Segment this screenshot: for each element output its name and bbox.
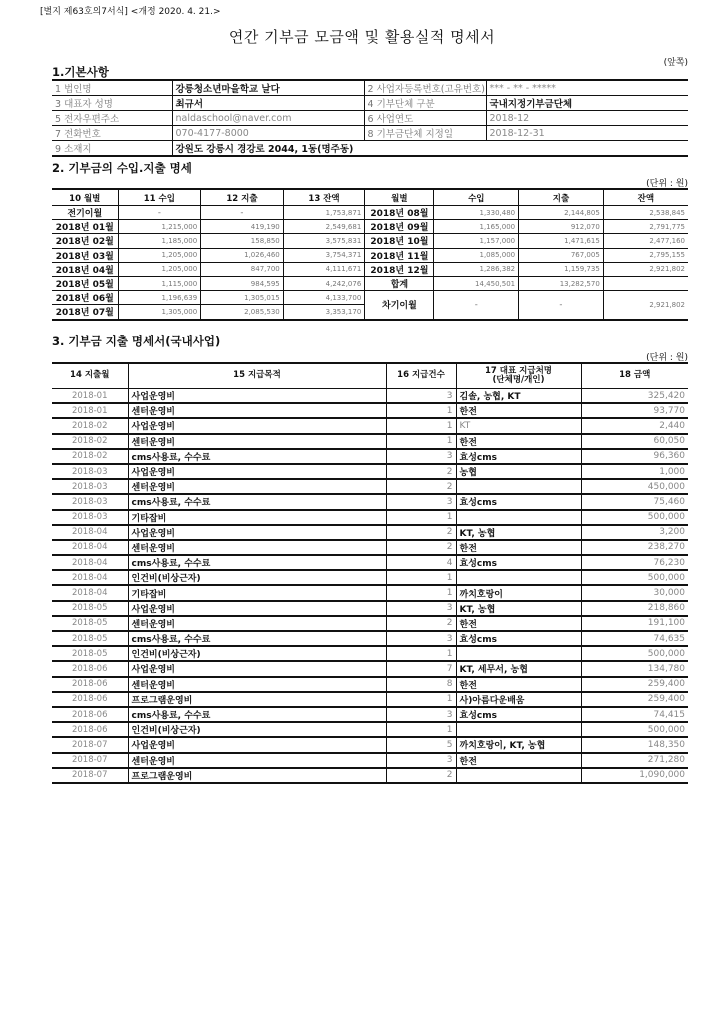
balance-cell: 3,353,170 bbox=[283, 305, 365, 320]
expense-count: 1 bbox=[386, 403, 456, 418]
expense-count: 3 bbox=[386, 601, 456, 616]
section1-title: 1.기본사항 bbox=[52, 65, 109, 79]
month-cell: 2018년 06월 bbox=[52, 291, 118, 305]
col-header-recipient-line2: (단체명/개인) bbox=[492, 375, 545, 385]
expense-month: 2018-02 bbox=[52, 449, 128, 464]
info-value: 국내지정기부금단체 bbox=[486, 96, 688, 111]
expense-month: 2018-05 bbox=[52, 631, 128, 646]
income-expense-row bbox=[52, 262, 688, 276]
expense-month: 2018-04 bbox=[52, 585, 128, 600]
expense-amount: 500,000 bbox=[581, 722, 688, 737]
expense-count: 2 bbox=[386, 464, 456, 479]
expense-row bbox=[52, 646, 688, 661]
expense-recipient bbox=[456, 646, 581, 661]
expense-row bbox=[52, 631, 688, 646]
expense-row bbox=[52, 570, 688, 585]
expense-recipient: 까치호랑이, KT, 농협 bbox=[456, 737, 581, 752]
expense-count: 2 bbox=[386, 768, 456, 783]
expense-recipient: 효성cms bbox=[456, 494, 581, 509]
expense-row bbox=[52, 661, 688, 676]
col-header-recipient bbox=[456, 363, 581, 389]
expense-amount: 30,000 bbox=[581, 585, 688, 600]
expense-recipient: KT bbox=[456, 418, 581, 433]
expense-recipient: 효성cms bbox=[456, 707, 581, 722]
expense-purpose: 센터운영비 bbox=[128, 479, 386, 494]
expense-count: 1 bbox=[386, 646, 456, 661]
expense-recipient: 한전 bbox=[456, 403, 581, 418]
expense-row bbox=[52, 434, 688, 449]
expense-amount: 325,420 bbox=[581, 389, 688, 404]
expense-count: 3 bbox=[386, 449, 456, 464]
expense-month: 2018-06 bbox=[52, 677, 128, 692]
col-header: 월별 bbox=[365, 189, 434, 206]
expense-cell: 847,700 bbox=[201, 262, 284, 276]
income-cell: 1,205,000 bbox=[118, 262, 201, 276]
expense-amount: 76,230 bbox=[581, 555, 688, 570]
expense-amount: 450,000 bbox=[581, 479, 688, 494]
expense-purpose: 사업운영비 bbox=[128, 464, 386, 479]
expense-recipient bbox=[456, 768, 581, 783]
expense-recipient: 한전 bbox=[456, 434, 581, 449]
expense-amount: 259,400 bbox=[581, 692, 688, 707]
col-header-count: 16 지급건수 bbox=[386, 363, 456, 389]
income-cell: 14,450,501 bbox=[434, 276, 519, 290]
expense-month: 2018-03 bbox=[52, 510, 128, 525]
income-cell: 1,205,000 bbox=[118, 248, 201, 262]
expense-cell: 419,190 bbox=[201, 220, 284, 234]
expense-purpose: cms사용료, 수수료 bbox=[128, 631, 386, 646]
expense-purpose: 프로그램운영비 bbox=[128, 692, 386, 707]
carry-forward-income: - bbox=[434, 291, 519, 320]
expense-row bbox=[52, 677, 688, 692]
income-expense-row bbox=[52, 206, 688, 220]
expense-cell: 1,026,460 bbox=[201, 248, 284, 262]
expense-month: 2018-01 bbox=[52, 389, 128, 404]
month-cell: 2018년 08월 bbox=[365, 206, 434, 220]
expense-purpose: 사업운영비 bbox=[128, 525, 386, 540]
month-cell: 2018년 07월 bbox=[52, 305, 118, 320]
expense-purpose: 프로그램운영비 bbox=[128, 768, 386, 783]
expense-month: 2018-02 bbox=[52, 434, 128, 449]
expense-amount: 191,100 bbox=[581, 616, 688, 631]
expense-amount: 1,000 bbox=[581, 464, 688, 479]
month-cell: 2018년 12월 bbox=[365, 262, 434, 276]
info-label: 6 사업연도 bbox=[364, 111, 486, 126]
expense-row bbox=[52, 616, 688, 631]
income-expense-row bbox=[52, 234, 688, 248]
expense-recipient: 사)아름다운배움 bbox=[456, 692, 581, 707]
balance-cell: 2,921,802 bbox=[603, 262, 688, 276]
balance-cell: 3,754,371 bbox=[283, 248, 365, 262]
info-label: 3 대표자 성명 bbox=[52, 96, 172, 111]
expense-cell: 1,305,015 bbox=[201, 291, 284, 305]
expense-recipient: 효성cms bbox=[456, 449, 581, 464]
expense-count: 2 bbox=[386, 616, 456, 631]
expense-amount: 238,270 bbox=[581, 540, 688, 555]
expense-row bbox=[52, 540, 688, 555]
month-cell: 2018년 02월 bbox=[52, 234, 118, 248]
expense-count: 1 bbox=[386, 692, 456, 707]
expense-count: 1 bbox=[386, 510, 456, 525]
expense-recipient bbox=[456, 570, 581, 585]
carry-forward-expense: - bbox=[519, 291, 604, 320]
expense-recipient: 한전 bbox=[456, 677, 581, 692]
col-header: 11 수입 bbox=[118, 189, 201, 206]
income-cell: 1,305,000 bbox=[118, 305, 201, 320]
income-expense-row bbox=[52, 248, 688, 262]
balance-cell: 2,791,775 bbox=[603, 220, 688, 234]
col-header: 13 잔액 bbox=[283, 189, 365, 206]
expense-row bbox=[52, 389, 688, 404]
expense-recipient: 한전 bbox=[456, 540, 581, 555]
expense-month: 2018-03 bbox=[52, 479, 128, 494]
expense-count: 5 bbox=[386, 737, 456, 752]
balance-cell: 4,133,700 bbox=[283, 291, 365, 305]
expense-cell: 158,850 bbox=[201, 234, 284, 248]
col-header-purpose: 15 지급목적 bbox=[128, 363, 386, 389]
info-label: 7 전화번호 bbox=[52, 126, 172, 141]
section2-title: 2. 기부금의 수입.지출 명세 bbox=[52, 161, 192, 175]
balance-cell: 2,477,160 bbox=[603, 234, 688, 248]
balance-cell: 2,549,681 bbox=[283, 220, 365, 234]
income-cell: - bbox=[118, 206, 201, 220]
expense-month: 2018-07 bbox=[52, 737, 128, 752]
income-cell: 1,165,000 bbox=[434, 220, 519, 234]
col-header: 수입 bbox=[434, 189, 519, 206]
expense-count: 3 bbox=[386, 494, 456, 509]
expense-amount: 134,780 bbox=[581, 661, 688, 676]
expense-purpose: cms사용료, 수수료 bbox=[128, 707, 386, 722]
expense-month: 2018-05 bbox=[52, 646, 128, 661]
income-expense-row bbox=[52, 220, 688, 234]
form-number: [별지 제63호의7서식] <개정 2020. 4. 21.> bbox=[40, 7, 221, 17]
expense-cell: 767,005 bbox=[519, 248, 604, 262]
section2-unit: (단위 : 원) bbox=[646, 179, 688, 189]
balance-cell bbox=[603, 276, 688, 290]
income-cell: 1,330,480 bbox=[434, 206, 519, 220]
month-cell: 전기이월 bbox=[52, 206, 118, 220]
income-cell: 1,185,000 bbox=[118, 234, 201, 248]
income-expense-row bbox=[52, 276, 688, 290]
expense-count: 1 bbox=[386, 585, 456, 600]
page-title: 연간 기부금 모금액 및 활용실적 명세서 bbox=[228, 28, 496, 46]
balance-cell: 2,795,155 bbox=[603, 248, 688, 262]
expense-recipient: KT, 농협 bbox=[456, 601, 581, 616]
month-cell: 2018년 05월 bbox=[52, 276, 118, 290]
col-header-month: 14 지출월 bbox=[52, 363, 128, 389]
expense-purpose: 사업운영비 bbox=[128, 661, 386, 676]
expense-purpose: 센터운영비 bbox=[128, 753, 386, 768]
expense-row bbox=[52, 555, 688, 570]
expense-row bbox=[52, 692, 688, 707]
info-value: 최규서 bbox=[172, 96, 364, 111]
expense-purpose: 기타잡비 bbox=[128, 585, 386, 600]
expense-row bbox=[52, 753, 688, 768]
balance-cell: 4,111,671 bbox=[283, 262, 365, 276]
expense-row bbox=[52, 449, 688, 464]
expense-month: 2018-06 bbox=[52, 692, 128, 707]
info-value: 2018-12-31 bbox=[486, 126, 688, 141]
expense-count: 2 bbox=[386, 540, 456, 555]
expense-amount: 259,400 bbox=[581, 677, 688, 692]
expense-amount: 500,000 bbox=[581, 570, 688, 585]
expense-purpose: 센터운영비 bbox=[128, 403, 386, 418]
expense-cell: 13,282,570 bbox=[519, 276, 604, 290]
expense-recipient bbox=[456, 479, 581, 494]
info-value: 2018-12 bbox=[486, 111, 688, 126]
info-label: 4 기부단체 구분 bbox=[364, 96, 486, 111]
section3-unit: (단위 : 원) bbox=[646, 353, 688, 363]
expense-month: 2018-04 bbox=[52, 555, 128, 570]
expense-cell: 2,144,805 bbox=[519, 206, 604, 220]
expense-recipient: KT, 세무서, 농협 bbox=[456, 661, 581, 676]
expense-amount: 75,460 bbox=[581, 494, 688, 509]
address-label: 9 소재지 bbox=[52, 141, 172, 157]
expense-month: 2018-06 bbox=[52, 661, 128, 676]
expense-month: 2018-04 bbox=[52, 540, 128, 555]
expense-purpose: 센터운영비 bbox=[128, 434, 386, 449]
expense-month: 2018-03 bbox=[52, 494, 128, 509]
basic-info-table bbox=[52, 79, 688, 157]
expense-count: 3 bbox=[386, 631, 456, 646]
expense-cell: - bbox=[201, 206, 284, 220]
expense-amount: 74,415 bbox=[581, 707, 688, 722]
expense-count: 1 bbox=[386, 722, 456, 737]
col-header-recipient-line1: 17 대표 지급처명 bbox=[484, 365, 552, 376]
expense-purpose: 기타잡비 bbox=[128, 510, 386, 525]
expense-cell: 1,471,615 bbox=[519, 234, 604, 248]
expense-purpose: cms사용료, 수수료 bbox=[128, 494, 386, 509]
expense-month: 2018-06 bbox=[52, 707, 128, 722]
expense-row bbox=[52, 464, 688, 479]
expense-recipient: 김솔, 농협, KT bbox=[456, 389, 581, 404]
expense-row bbox=[52, 707, 688, 722]
expense-month: 2018-04 bbox=[52, 570, 128, 585]
expense-purpose: 인건비(비상근자) bbox=[128, 646, 386, 661]
address-value: 강원도 강릉시 경강로 2044, 1동(명주동) bbox=[172, 141, 688, 157]
expense-row bbox=[52, 403, 688, 418]
expense-row bbox=[52, 418, 688, 433]
col-header: 지출 bbox=[519, 189, 604, 206]
expense-amount: 96,360 bbox=[581, 449, 688, 464]
expense-detail-table bbox=[52, 362, 688, 784]
expense-purpose: 센터운영비 bbox=[128, 677, 386, 692]
balance-cell: 4,242,076 bbox=[283, 276, 365, 290]
expense-month: 2018-02 bbox=[52, 418, 128, 433]
expense-recipient: 까치호랑이 bbox=[456, 585, 581, 600]
expense-amount: 271,280 bbox=[581, 753, 688, 768]
expense-purpose: 사업운영비 bbox=[128, 418, 386, 433]
expense-purpose: 사업운영비 bbox=[128, 389, 386, 404]
expense-count: 1 bbox=[386, 434, 456, 449]
income-expense-row bbox=[52, 291, 688, 305]
expense-recipient: 한전 bbox=[456, 616, 581, 631]
expense-count: 4 bbox=[386, 555, 456, 570]
carry-forward-balance: 2,921,802 bbox=[603, 291, 688, 320]
expense-recipient: 효성cms bbox=[456, 631, 581, 646]
income-cell: 1,286,382 bbox=[434, 262, 519, 276]
income-cell: 1,157,000 bbox=[434, 234, 519, 248]
expense-amount: 3,200 bbox=[581, 525, 688, 540]
info-value: naldaschool@naver.com bbox=[172, 111, 364, 126]
expense-purpose: 사업운영비 bbox=[128, 737, 386, 752]
info-row bbox=[52, 96, 688, 111]
income-expense-table bbox=[52, 188, 688, 321]
expense-amount: 2,440 bbox=[581, 418, 688, 433]
info-label: 2 사업자등록번호(고유번호) bbox=[364, 80, 486, 96]
expense-amount: 148,350 bbox=[581, 737, 688, 752]
expense-row bbox=[52, 510, 688, 525]
info-value: *** - ** - ***** bbox=[486, 80, 688, 96]
expense-month: 2018-05 bbox=[52, 601, 128, 616]
expense-cell: 1,159,735 bbox=[519, 262, 604, 276]
expense-purpose: 인건비(비상근자) bbox=[128, 570, 386, 585]
info-value: 070-4177-8000 bbox=[172, 126, 364, 141]
expense-purpose: cms사용료, 수수료 bbox=[128, 555, 386, 570]
expense-amount: 218,860 bbox=[581, 601, 688, 616]
page-side-note: (앞쪽) bbox=[663, 58, 688, 68]
expense-count: 8 bbox=[386, 677, 456, 692]
expense-count: 1 bbox=[386, 570, 456, 585]
expense-row bbox=[52, 585, 688, 600]
income-cell: 1,215,000 bbox=[118, 220, 201, 234]
info-row bbox=[52, 80, 688, 96]
expense-amount: 1,090,000 bbox=[581, 768, 688, 783]
expense-row bbox=[52, 494, 688, 509]
expense-month: 2018-03 bbox=[52, 464, 128, 479]
expense-recipient: 효성cms bbox=[456, 555, 581, 570]
month-cell: 2018년 03월 bbox=[52, 248, 118, 262]
section3-title: 3. 기부금 지출 명세서(국내사업) bbox=[52, 334, 221, 348]
carry-forward-label: 차기이월 bbox=[365, 291, 434, 320]
expense-count: 3 bbox=[386, 707, 456, 722]
expense-month: 2018-04 bbox=[52, 525, 128, 540]
expense-month: 2018-01 bbox=[52, 403, 128, 418]
balance-cell: 1,753,871 bbox=[283, 206, 365, 220]
expense-count: 3 bbox=[386, 389, 456, 404]
income-cell: 1,085,000 bbox=[434, 248, 519, 262]
expense-month: 2018-06 bbox=[52, 722, 128, 737]
expense-cell: 912,070 bbox=[519, 220, 604, 234]
expense-cell: 2,085,530 bbox=[201, 305, 284, 320]
info-value: 강릉청소년마을학교 날다 bbox=[172, 80, 364, 96]
expense-month: 2018-07 bbox=[52, 753, 128, 768]
info-row-address bbox=[52, 141, 688, 157]
expense-row bbox=[52, 722, 688, 737]
expense-count: 1 bbox=[386, 418, 456, 433]
expense-row bbox=[52, 737, 688, 752]
expense-recipient: 농협 bbox=[456, 464, 581, 479]
expense-month: 2018-07 bbox=[52, 768, 128, 783]
expense-count: 3 bbox=[386, 753, 456, 768]
month-cell: 2018년 01월 bbox=[52, 220, 118, 234]
expense-purpose: 센터운영비 bbox=[128, 540, 386, 555]
col-header: 10 월별 bbox=[52, 189, 118, 206]
month-cell: 2018년 10월 bbox=[365, 234, 434, 248]
balance-cell: 3,575,831 bbox=[283, 234, 365, 248]
info-label: 5 전자우편주소 bbox=[52, 111, 172, 126]
month-cell: 2018년 09월 bbox=[365, 220, 434, 234]
expense-amount: 93,770 bbox=[581, 403, 688, 418]
info-label: 1 법인명 bbox=[52, 80, 172, 96]
expense-amount: 500,000 bbox=[581, 646, 688, 661]
month-cell: 2018년 04월 bbox=[52, 262, 118, 276]
expense-month: 2018-05 bbox=[52, 616, 128, 631]
expense-cell: 984,595 bbox=[201, 276, 284, 290]
expense-row bbox=[52, 479, 688, 494]
expense-amount: 74,635 bbox=[581, 631, 688, 646]
expense-count: 2 bbox=[386, 525, 456, 540]
month-cell: 합계 bbox=[365, 276, 434, 290]
info-row bbox=[52, 111, 688, 126]
expense-row bbox=[52, 525, 688, 540]
expense-row bbox=[52, 601, 688, 616]
expense-count: 7 bbox=[386, 661, 456, 676]
expense-row bbox=[52, 768, 688, 783]
col-header: 잔액 bbox=[603, 189, 688, 206]
expense-purpose: 인건비(비상근자) bbox=[128, 722, 386, 737]
income-cell: 1,115,000 bbox=[118, 276, 201, 290]
expense-recipient: KT, 농협 bbox=[456, 525, 581, 540]
info-row bbox=[52, 126, 688, 141]
expense-purpose: 센터운영비 bbox=[128, 616, 386, 631]
col-header: 12 지출 bbox=[201, 189, 284, 206]
expense-count: 2 bbox=[386, 479, 456, 494]
expense-amount: 500,000 bbox=[581, 510, 688, 525]
expense-amount: 60,050 bbox=[581, 434, 688, 449]
expense-recipient: 한전 bbox=[456, 753, 581, 768]
balance-cell: 2,538,845 bbox=[603, 206, 688, 220]
expense-purpose: cms사용료, 수수료 bbox=[128, 449, 386, 464]
info-label: 8 기부금단체 지정일 bbox=[364, 126, 486, 141]
expense-purpose: 사업운영비 bbox=[128, 601, 386, 616]
month-cell: 2018년 11월 bbox=[365, 248, 434, 262]
col-header-amount: 18 금액 bbox=[581, 363, 688, 389]
income-cell: 1,196,639 bbox=[118, 291, 201, 305]
expense-recipient bbox=[456, 510, 581, 525]
expense-recipient bbox=[456, 722, 581, 737]
